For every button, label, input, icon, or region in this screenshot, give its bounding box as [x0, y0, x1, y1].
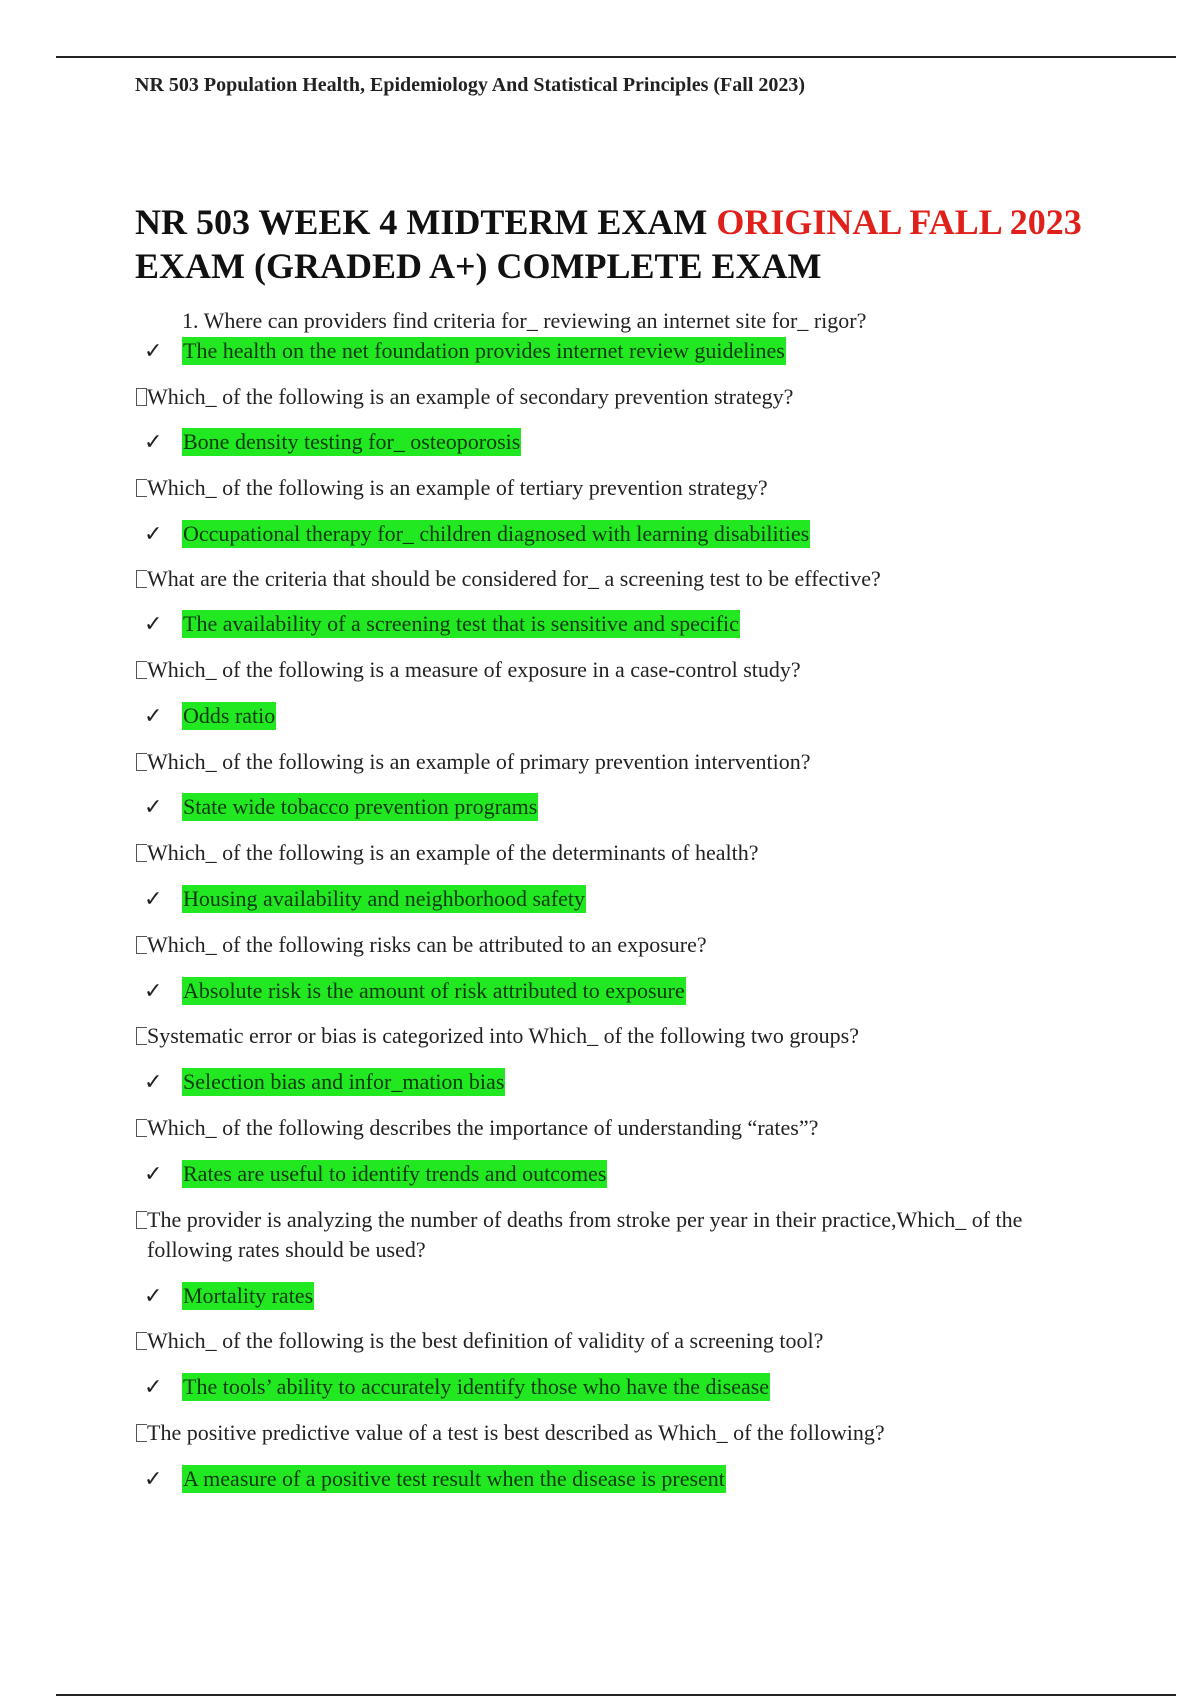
- answer-highlight: Bone density testing for_ osteoporosis: [183, 429, 521, 454]
- question-row: [147, 1113, 818, 1143]
- answer-highlight: Rates are useful to identify trends and outcomes: [183, 1161, 607, 1186]
- checkbox-icon: [136, 1332, 147, 1350]
- checkbox-icon: [136, 1119, 147, 1137]
- title-line-2: EXAM (GRADED A+) COMPLETE EXAM: [135, 246, 822, 286]
- checkmark-icon: ✓: [144, 522, 163, 547]
- document-title: [135, 200, 1135, 288]
- checkmark-icon: ✓: [144, 887, 163, 912]
- title-part-1: NR 503 WEEK 4 MIDTERM EXAM: [135, 202, 717, 242]
- question-row: [147, 564, 881, 594]
- question-row: [147, 473, 768, 503]
- checkmark-icon: ✓: [144, 612, 163, 637]
- question-text: Which_ of the following is an example of the determinants of health?: [147, 840, 759, 865]
- answer-highlight: Odds ratio: [183, 703, 276, 728]
- question-text: The provider is analyzing the number of deaths from stroke per year in their practice,Which_ of the following rates should be used?: [147, 1207, 1023, 1262]
- question-row: [147, 1205, 1087, 1265]
- checkbox-icon: [136, 936, 147, 954]
- answer-row: [144, 336, 786, 367]
- question-text: Systematic error or bias is categorized into Which_ of the following two groups?: [147, 1023, 859, 1048]
- checkbox-icon: [136, 1424, 147, 1442]
- question-text: Which_ of the following is an example of tertiary prevention strategy?: [147, 475, 768, 500]
- answer-highlight: Housing availability and neighborhood safety: [183, 886, 586, 911]
- question-text: Which_ of the following is an example of primary prevention intervention?: [147, 749, 811, 774]
- answer-row: [144, 1281, 314, 1312]
- checkmark-icon: ✓: [144, 1070, 163, 1095]
- checkmark-icon: ✓: [144, 795, 163, 820]
- checkmark-icon: ✓: [144, 704, 163, 729]
- question-row: [147, 382, 793, 412]
- answer-highlight: The availability of a screening test that is sensitive and specific: [183, 611, 739, 636]
- checkbox-icon: [136, 844, 147, 862]
- answer-row: [144, 1159, 607, 1190]
- checkbox-icon: [136, 1211, 147, 1229]
- answer-row: [144, 519, 810, 550]
- question-row: [147, 838, 759, 868]
- question-row: [147, 1021, 859, 1051]
- footer-rule: [56, 1694, 1176, 1696]
- question-text: 1. Where can providers find criteria for_ reviewing an internet site for_ rigor?: [182, 308, 867, 333]
- answer-highlight: The health on the net foundation provides internet review guidelines: [183, 338, 785, 363]
- question-row: [147, 655, 801, 685]
- answer-highlight: The tools’ ability to accurately identify those who have the disease: [183, 1374, 770, 1399]
- question-text: The positive predictive value of a test is best described as Which_ of the following?: [147, 1420, 885, 1445]
- answer-row: [144, 976, 686, 1007]
- header-rule: [56, 56, 1176, 58]
- answer-highlight: Mortality rates: [183, 1283, 314, 1308]
- answer-row: [144, 884, 586, 915]
- checkbox-icon: [136, 388, 147, 406]
- question-row: [147, 1418, 885, 1448]
- answer-row: [144, 1464, 726, 1495]
- checkmark-icon: ✓: [144, 1467, 163, 1492]
- answer-row: [144, 609, 740, 640]
- answer-highlight: State wide tobacco prevention programs: [183, 794, 538, 819]
- answer-highlight: Occupational therapy for_ children diagnosed with learning disabilities: [183, 521, 810, 546]
- checkmark-icon: ✓: [144, 339, 163, 364]
- checkmark-icon: ✓: [144, 979, 163, 1004]
- checkmark-icon: ✓: [144, 1375, 163, 1400]
- question-row: [147, 930, 707, 960]
- question-text: Which_ of the following risks can be attributed to an exposure?: [147, 932, 707, 957]
- running-header: NR 503 Population Health, Epidemiology And Statistical Principles (Fall 2023): [135, 74, 806, 96]
- checkbox-icon: [136, 753, 147, 771]
- answer-row: [144, 792, 538, 823]
- answer-row: [144, 1067, 505, 1098]
- answer-highlight: Selection bias and infor_mation bias: [183, 1069, 505, 1094]
- question-text: What are the criteria that should be considered for_ a screening test to be effective?: [147, 566, 881, 591]
- question-text: Which_ of the following is the best definition of validity of a screening tool?: [147, 1328, 824, 1353]
- answer-row: [144, 1372, 770, 1403]
- answer-highlight: A measure of a positive test result when the disease is present: [183, 1466, 725, 1491]
- checkmark-icon: ✓: [144, 430, 163, 455]
- checkbox-icon: [136, 1027, 147, 1045]
- question-row: [147, 747, 810, 777]
- checkmark-icon: ✓: [144, 1162, 163, 1187]
- checkbox-icon: [136, 661, 147, 679]
- answer-highlight: Absolute risk is the amount of risk attributed to exposure: [183, 978, 685, 1003]
- checkmark-icon: ✓: [144, 1284, 163, 1309]
- title-accent: ORIGINAL FALL 2023: [716, 202, 1082, 242]
- checkbox-icon: [136, 479, 147, 497]
- answer-row: [144, 701, 276, 732]
- question-text: Which_ of the following is an example of secondary prevention strategy?: [147, 384, 794, 409]
- question-row: [147, 1326, 823, 1356]
- question-text: Which_ of the following describes the importance of understanding “rates”?: [147, 1115, 819, 1140]
- answer-row: [144, 427, 521, 458]
- question-text: Which_ of the following is a measure of exposure in a case-control study?: [147, 657, 801, 682]
- checkbox-icon: [136, 570, 147, 588]
